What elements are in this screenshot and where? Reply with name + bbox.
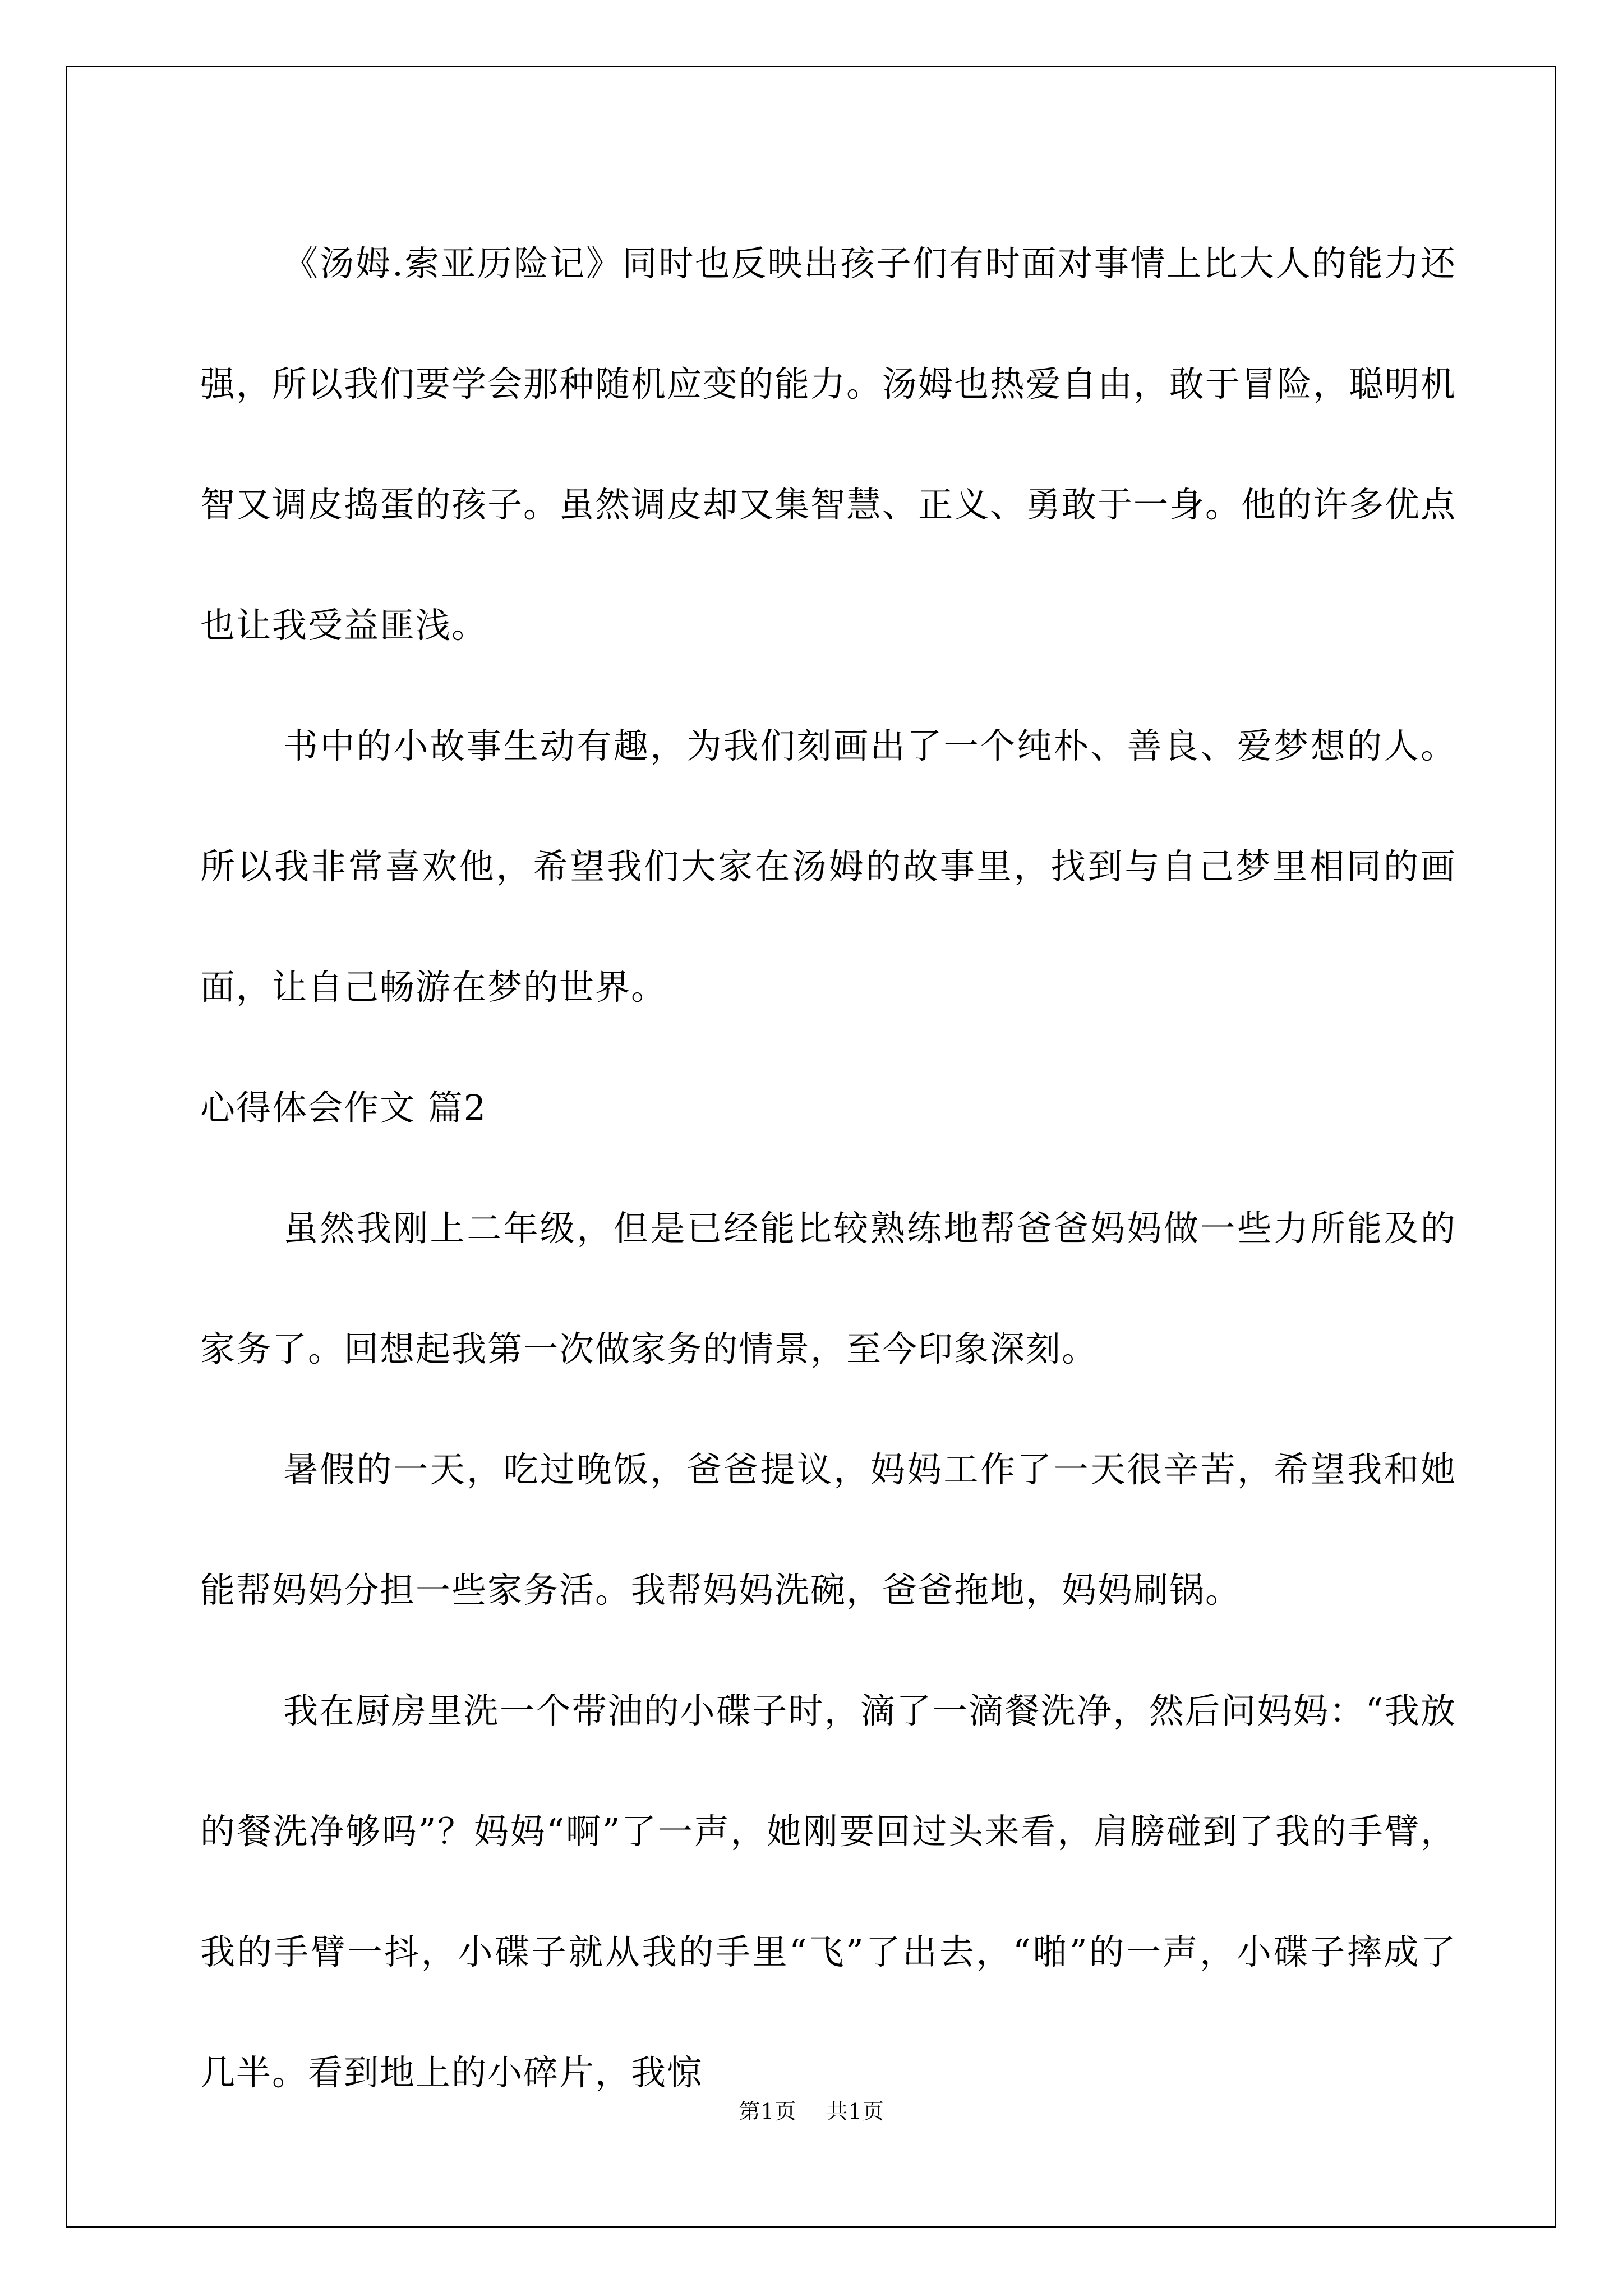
page-number: 第1页 <box>739 2099 797 2124</box>
paragraph-summer-evening: 暑假的一天，吃过晚饭，爸爸提议，妈妈工作了一天很辛苦，希望我和她能帮妈妈分担一些家务活。我帮妈妈洗碗，爸爸拖地，妈妈刷锅。 <box>200 1449 1456 1611</box>
page-total: 共1页 <box>826 2099 884 2124</box>
page-footer <box>0 2094 1623 2125</box>
paragraph-dish-washing: 我在厨房里洗一个带油的小碟子时，滴了一滴餐洗净，然后问妈妈：“我放的餐洗净够吗”？妈妈“啊”了一声，她刚要回过头来看，肩膀碰到了我的手臂，我的手臂一抖，小碟子就从我的手里“飞”了出去，“啪”的一声，小碟子摔成了几半。看到地上的小碎片，我惊 <box>200 1690 1456 2093</box>
document-body <box>200 203 1456 2133</box>
paragraph-housework-intro: 虽然我刚上二年级，但是已经能比较熟练地帮爸爸妈妈做一些力所能及的家务了。回想起我第一次做家务的情景，至今印象深刻。 <box>200 1208 1456 1369</box>
paragraph-tom-sawyer-reflection: 《汤姆.索亚历险记》同时也反映出孩子们有时面对事情上比大人的能力还强，所以我们要学会那种随机应变的能力。汤姆也热爱自由，敢于冒险，聪明机智又调皮捣蛋的孩子。虽然调皮却又集智慧、正义、勇敢于一身。他的许多优点也让我受益匪浅。 <box>200 243 1457 646</box>
section-heading: 心得体会作文 篇2 <box>200 1087 487 1128</box>
paragraph-story-summary: 书中的小故事生动有趣，为我们刻画出了一个纯朴、善良、爱梦想的人。所以我非常喜欢他，希望我们大家在汤姆的故事里，找到与自己梦里相同的画面，让自己畅游在梦的世界。 <box>200 725 1456 1007</box>
